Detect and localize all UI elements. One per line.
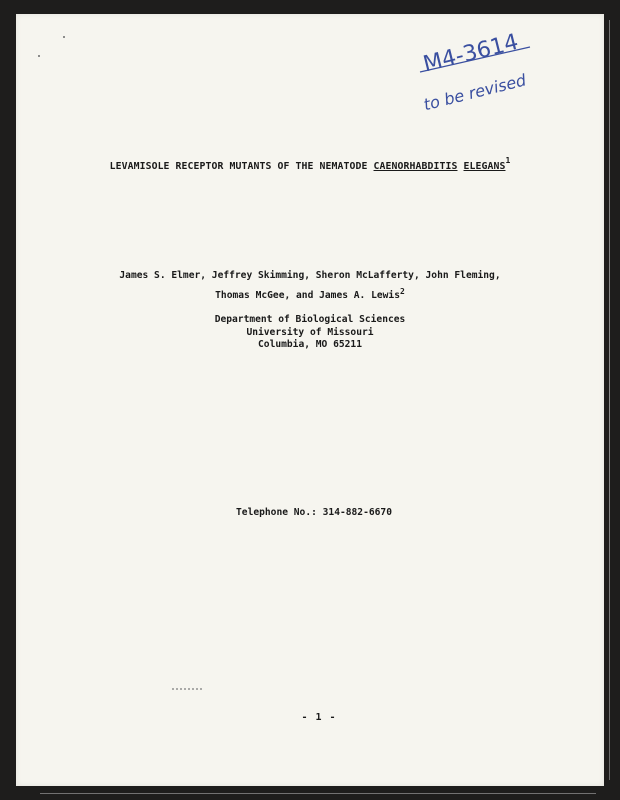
authors-line-2-wrap [0,284,620,304]
speck-mark [63,36,65,38]
title-footnote-marker: 1 [505,156,511,165]
title-species: ELEGANS [463,161,506,172]
telephone-line: Telephone No.: 314-882-6670 [236,507,392,518]
handwritten-annotation [412,20,582,110]
ink-smudge [172,688,202,690]
speck-mark [38,55,40,57]
paper-title [0,156,620,172]
authors-line-2: Thomas McGee, and James A. Lewis [215,290,400,301]
authors-line-1: James S. Elmer, Jeffrey Skimming, Sheron McLafferty, John Fleming, [119,270,501,281]
title-genus: CAENORHABDITIS [373,161,458,172]
title-text: LEVAMISOLE RECEPTOR MUTANTS OF THE NEMATODE [109,161,368,172]
city-state-zip: Columbia, MO 65211 [258,339,362,350]
page-edge-right [609,20,610,780]
authors-footnote-marker: 2 [400,287,405,296]
handwritten-note: to be revised [421,70,528,110]
handwriting-svg [412,20,582,110]
handwritten-catalog-number: M4-3614 [420,29,521,78]
author-list [0,268,620,304]
department-name: Department of Biological Sciences [214,314,406,325]
university-name: University of Missouri [246,326,374,338]
document-page [16,14,604,786]
page-number: - 1 - [301,712,337,723]
page-edge-bottom [40,793,596,794]
affiliation-address [0,314,620,352]
